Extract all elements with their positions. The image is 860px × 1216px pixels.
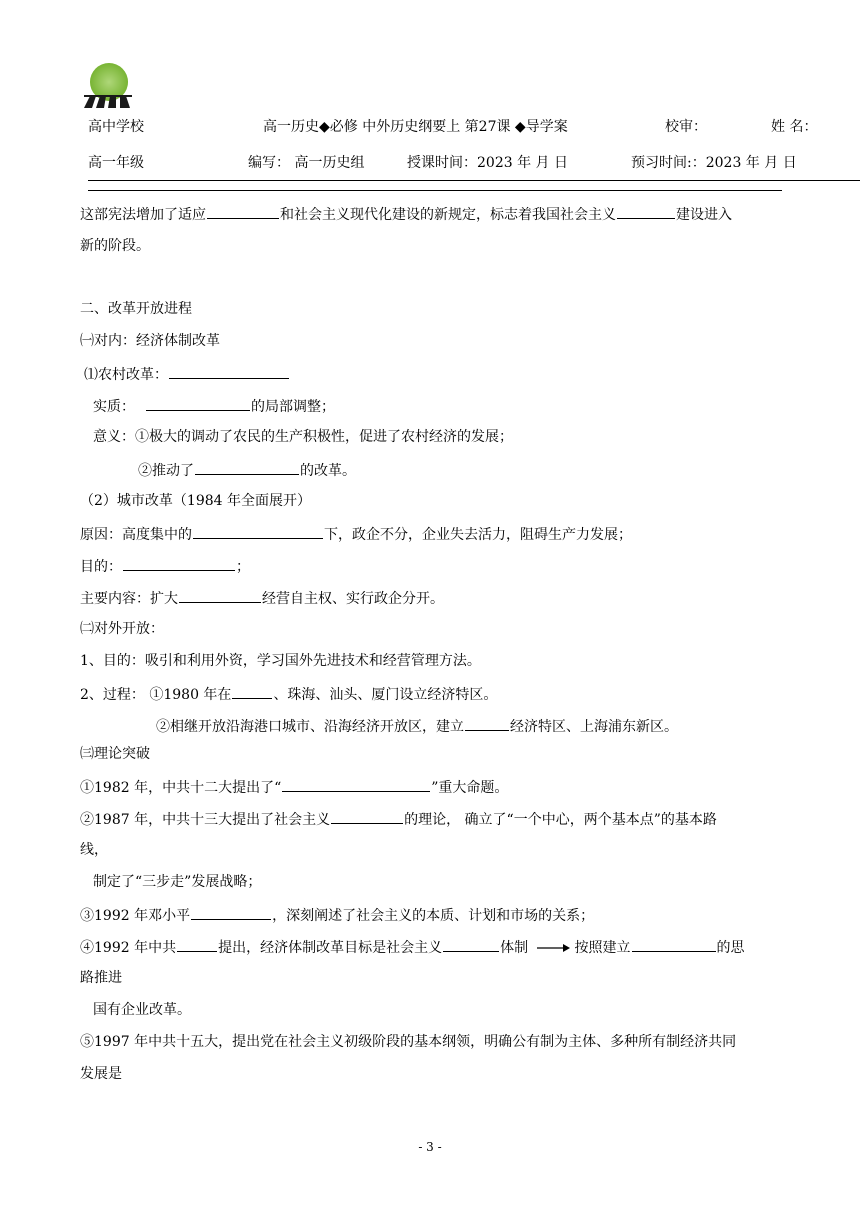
fill-blank[interactable] [179,588,261,603]
text: ⑴农村改革： [84,367,168,383]
text-line [93,396,335,416]
text: 、珠海、汕头、厦门设立经济特区。 [273,687,498,703]
text: ； [236,559,250,575]
text-line: 发展是 [80,1066,122,1082]
fill-blank[interactable] [282,777,430,792]
text: 2、过程： ①1980 年在 [80,687,232,703]
text: 这部宪法增加了适应 [80,207,206,223]
header-school: 高中学校 [88,119,144,135]
header-teach-time: 授课时间：2023 年 月 日 [407,155,568,171]
fill-blank[interactable] [177,937,217,952]
fill-blank[interactable] [331,809,403,824]
fill-blank[interactable] [191,905,271,920]
text: 的改革。 [300,463,356,479]
text-line [156,716,678,736]
text-line [80,204,732,224]
text: ，深刻阐述了社会主义的本质、计划和市场的关系； [272,908,595,924]
header-grade: 高一年级 [88,155,144,171]
subsection-heading: ㈢理论突破 [80,746,150,762]
fill-blank[interactable] [146,396,250,411]
fill-blank[interactable] [443,937,499,952]
text: 主要内容：扩大 [80,591,178,607]
fill-blank[interactable] [123,556,235,571]
header-rule [88,180,860,181]
fill-blank[interactable] [617,204,675,219]
header-editor: 编写： 高一历史组 [248,155,365,171]
text: 按照建立 [574,940,631,956]
text-line [84,364,290,384]
text-line [80,524,632,544]
header-rule-2 [88,190,782,191]
text: 的理论， 确立了“一个中心，两个基本点”的基本路 [404,812,717,828]
text-line: 路推进 [80,970,122,986]
school-logo [82,60,134,110]
fill-blank[interactable] [232,684,272,699]
text-line [138,460,356,480]
text: 的思 [716,940,745,956]
header-course: 高一历史◆必修 中外历史纲要上 第27课 ◆导学案 [263,119,568,135]
text: 的局部调整； [251,399,335,415]
page-number: - 3 - [418,1140,442,1154]
text: 下，政企不分，企业失去活力，阻碍生产力发展； [324,527,632,543]
header-name: 姓 名： [771,119,818,135]
text: ”重大命题。 [431,780,509,796]
text-line: 新的阶段。 [80,238,150,254]
text: ②推动了 [138,463,194,479]
text: 和社会主义现代化建设的新规定，标志着我国社会主义 [280,207,616,223]
text-line: ⑤1997 年中共十五大，提出党在社会主义初级阶段的基本纲领，明确公有制为主体、多种所有制经济共同 [80,1034,737,1050]
text: ③1992 年邓小平 [80,908,191,924]
text: ①1982 年，中共十二大提出了“ [80,780,282,796]
fill-blank[interactable] [207,204,279,219]
text-line [80,556,250,576]
text-line [80,937,745,957]
text: 体制 [500,940,529,956]
text: ②1987 年，中共十三大提出了社会主义 [80,812,331,828]
fill-blank[interactable] [632,937,716,952]
text-line: 国有企业改革。 [93,1002,191,1018]
fill-blank[interactable] [195,460,299,475]
text-line: 意义：①极大的调动了农民的生产积极性，促进了农村经济的发展； [93,429,513,445]
text-line: 制定了“三步走”发展战略； [93,874,262,890]
section-heading: 二、改革开放进程 [80,301,192,317]
text: 经营自主权、实行政企分开。 [262,591,444,607]
text: 提出，经济体制改革目标是社会主义 [218,940,443,956]
fill-blank[interactable] [465,716,509,731]
arrow-right-icon [537,943,571,953]
text-line [80,588,444,608]
text: ④1992 年中共 [80,940,177,956]
fill-blank[interactable] [169,364,289,379]
text: 原因：高度集中的 [80,527,192,543]
text-line [80,684,497,704]
text: ②相继开放沿海港口城市、沿海经济开放区，建立 [156,719,464,735]
fill-blank[interactable] [193,524,323,539]
text-line [80,905,594,925]
text-line [80,777,508,797]
text: 建设进入 [676,207,732,223]
text: 目的： [80,559,122,575]
subsection-heading: ㈡对外开放： [80,621,164,637]
header-reviewer: 校审： [665,119,707,135]
text: 实质： [93,399,135,415]
subsection-heading: ㈠对内：经济体制改革 [80,333,220,349]
text-line [80,809,717,829]
text-line: （2）城市改革（1984 年全面展开） [80,493,311,509]
text-line: 1、目的：吸引和利用外资，学习国外先进技术和经营管理方法。 [80,653,481,669]
header-preview-time: 预习时间:：2023 年 月 日 [631,155,797,171]
text-line: 线， [80,842,108,858]
text: 经济特区、上海浦东新区。 [510,719,678,735]
